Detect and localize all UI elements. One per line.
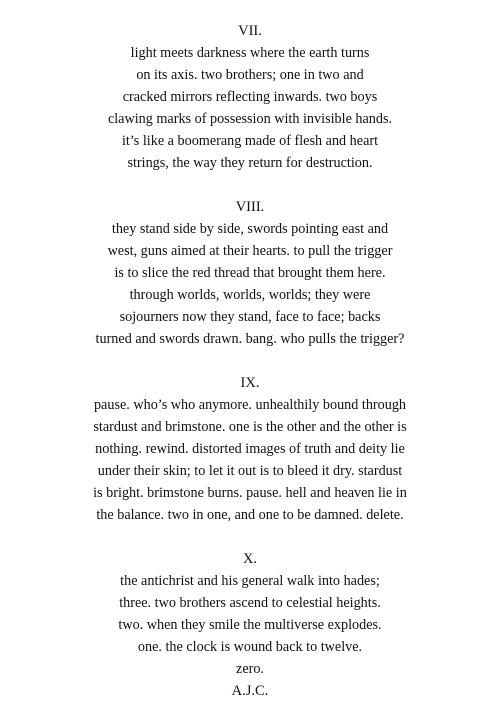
- stanza-number: IX.: [240, 375, 260, 391]
- stanza-number: VIII.: [235, 199, 265, 215]
- stanza-vii: [0, 20, 500, 174]
- stanza-viii: [0, 196, 500, 350]
- stanza-ix: [0, 372, 500, 526]
- stanza-number: VII.: [238, 23, 262, 39]
- poem-line: it’s like a boomerang made of flesh and heart: [121, 133, 379, 149]
- poem-line: pause. who’s who anymore. unhealthily bound through: [93, 397, 407, 413]
- poem-line: on its axis. two brothers; one in two and: [136, 67, 364, 83]
- stanza-gap: [0, 174, 500, 196]
- poem-line: under their skin; to let it out is to bleed it dry. stardust: [97, 463, 403, 479]
- poem-line: through worlds, worlds, worlds; they were: [129, 287, 371, 303]
- poem-line: west, guns aimed at their hearts. to pull the trigger: [107, 243, 393, 259]
- stanza-number: X.: [242, 551, 258, 567]
- poem-line: light meets darkness where the earth turns: [130, 45, 370, 61]
- stanza-gap: [0, 526, 500, 548]
- poem-line: they stand side by side, swords pointing east and: [111, 221, 389, 237]
- poem-line: clawing marks of possession with invisible hands.: [107, 111, 393, 127]
- poem-line: nothing. rewind. distorted images of truth and deity lie: [95, 441, 405, 457]
- stanza-x: [0, 548, 500, 680]
- poem: [0, 20, 500, 702]
- poem-line: is bright. brimstone burns. pause. hell and heaven lie in: [93, 485, 407, 501]
- poem-line: cracked mirrors reflecting inwards. two boys: [122, 89, 378, 105]
- poem-line: three. two brothers ascend to celestial heights.: [119, 595, 381, 611]
- poem-line: stardust and brimstone. one is the other and the other is: [93, 419, 407, 435]
- poem-line: the antichrist and his general walk into hades;: [120, 573, 380, 589]
- poem-line: the balance. two in one, and one to be damned. delete.: [96, 507, 404, 523]
- poem-line: two. when they smile the multiverse explodes.: [118, 617, 382, 633]
- poem-line: is to slice the red thread that brought them here.: [114, 265, 386, 281]
- stanza-gap: [0, 350, 500, 372]
- poem-line: turned and swords drawn. bang. who pulls the trigger?: [95, 331, 405, 347]
- poem-line: zero.: [236, 661, 264, 677]
- author-signature: A.J.C.: [231, 683, 269, 699]
- poem-line: strings, the way they return for destruction.: [127, 155, 373, 171]
- poem-line: one. the clock is wound back to twelve.: [137, 639, 363, 655]
- poem-line: sojourners now they stand, face to face; backs: [119, 309, 381, 325]
